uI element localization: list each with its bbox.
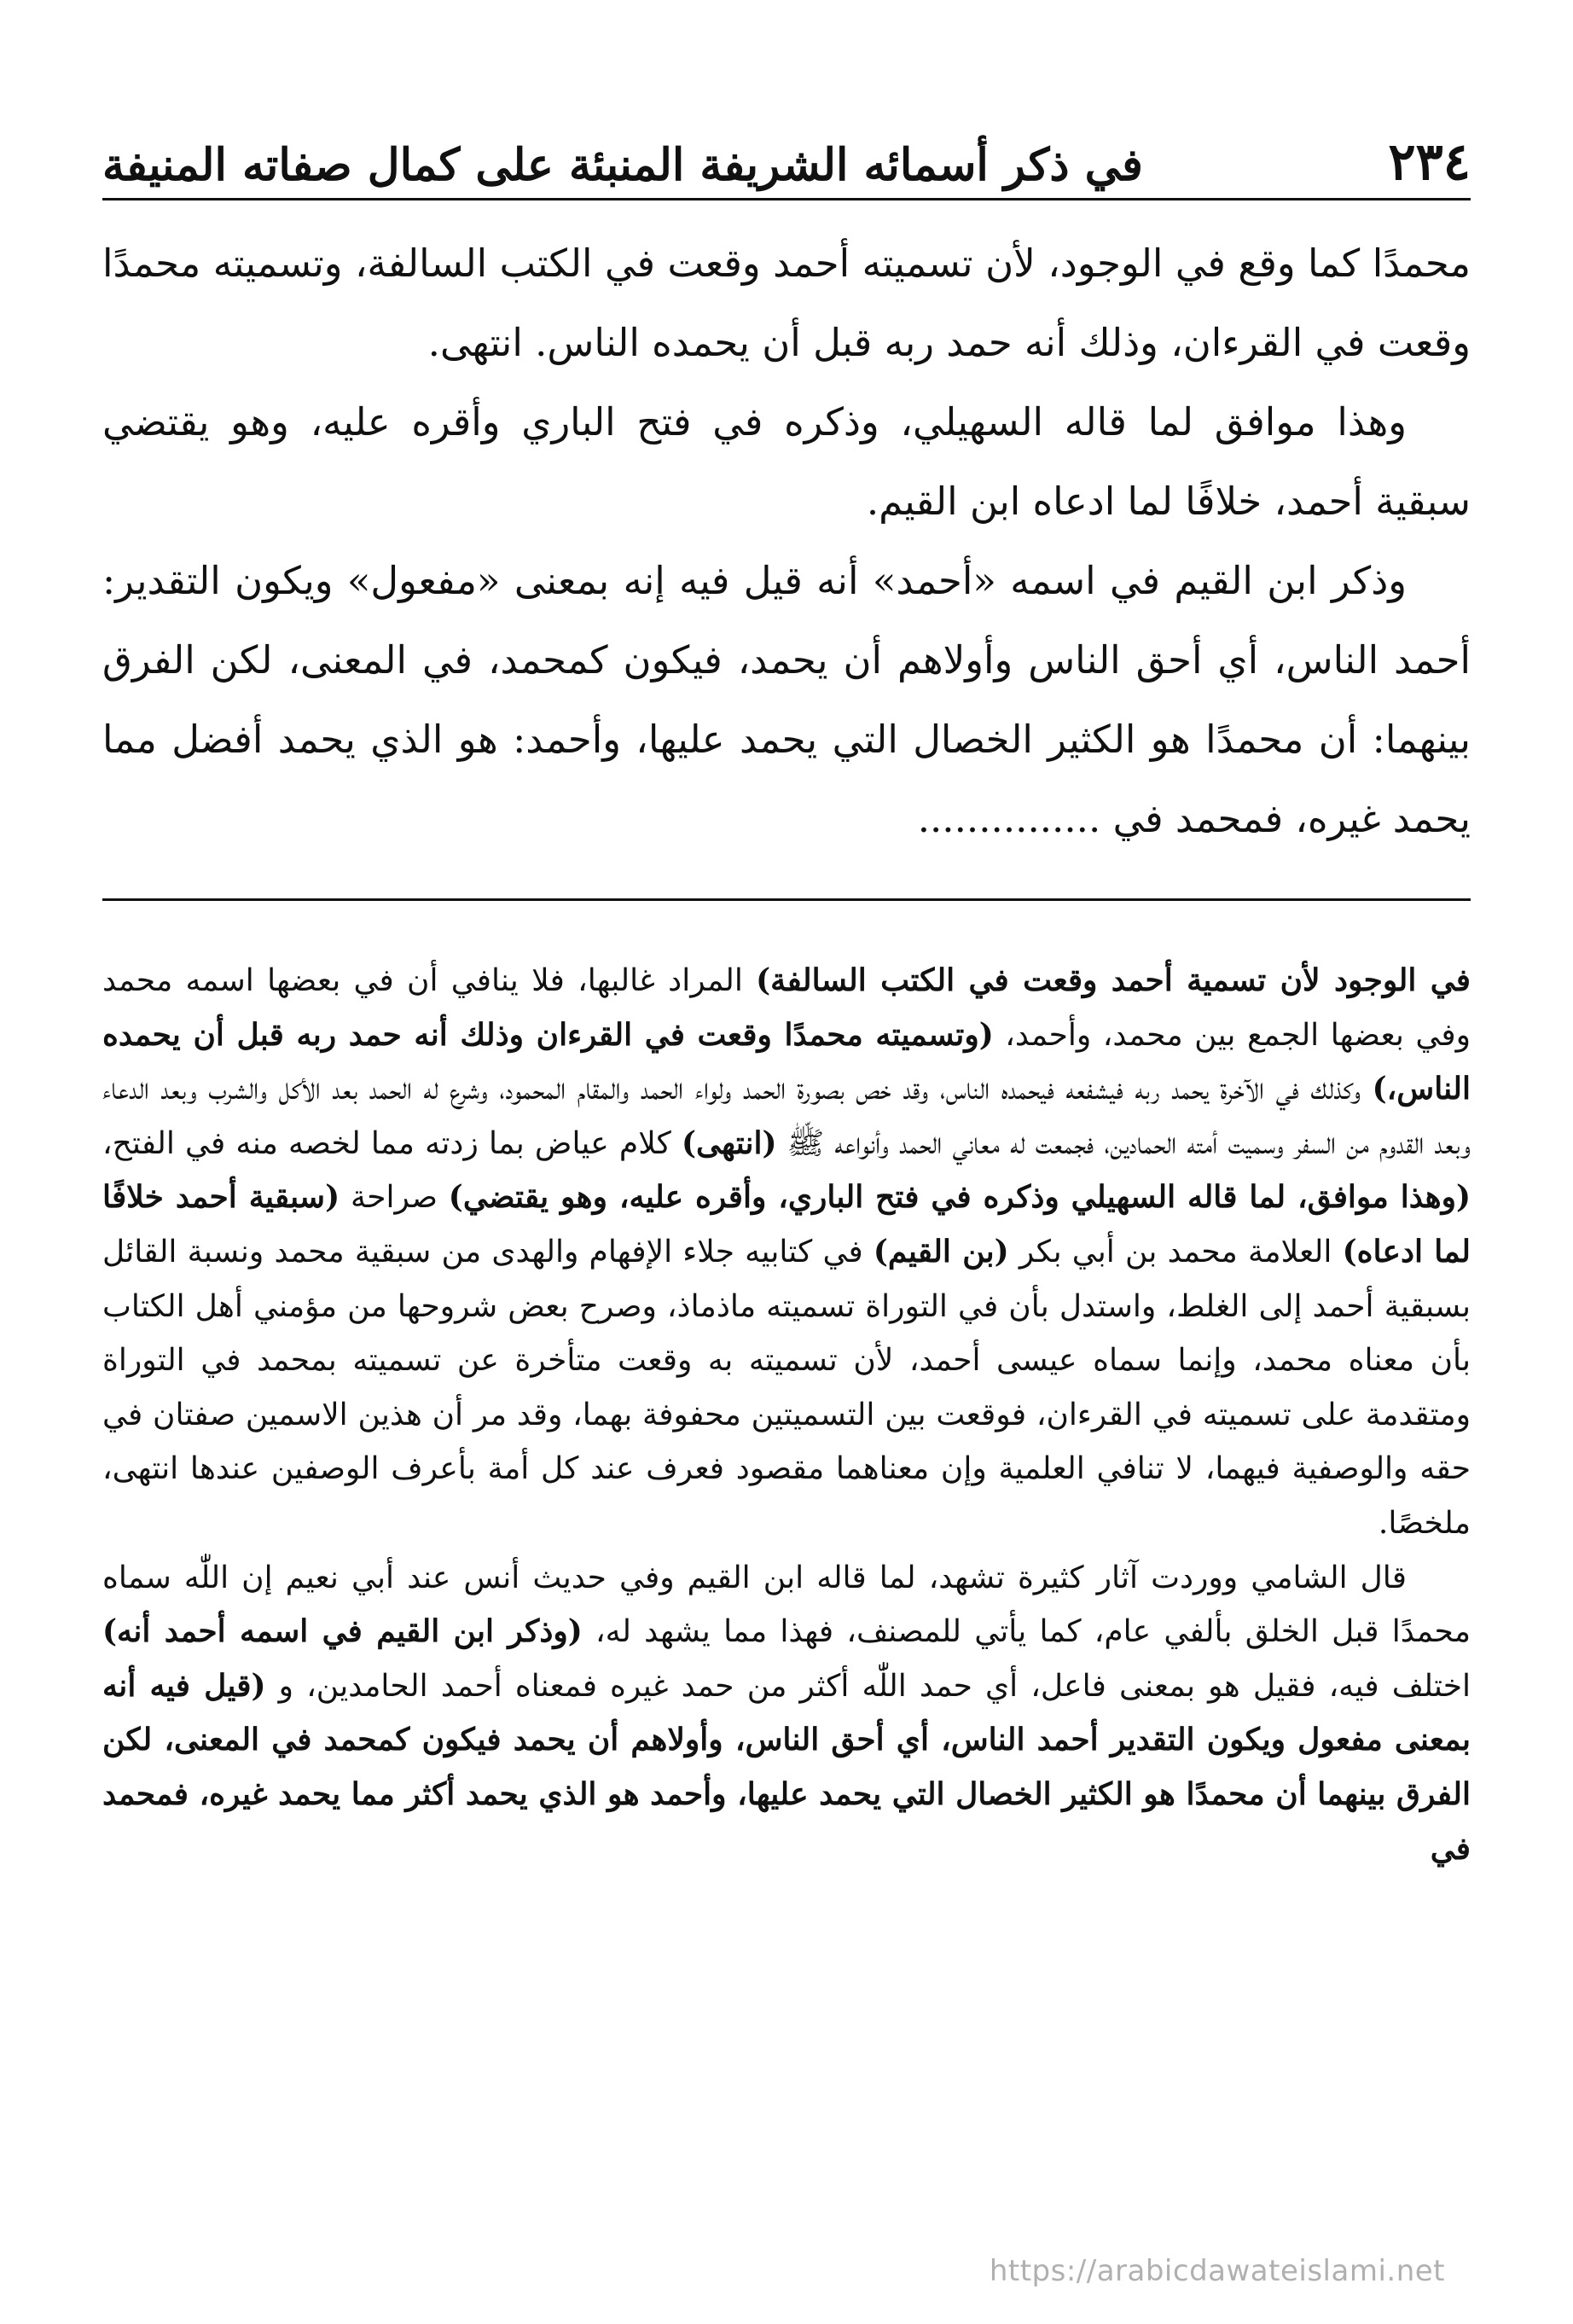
main-text-block [102,224,1471,858]
commentary-paragraph-2 [102,1551,1471,1877]
main-paragraph-3-text: وذكر ابن القيم في اسمه «أحمد» أنه قيل فيه إنه بمعنى «مفعول» ويكون التقدير: أحمد الناس، أي أحق الناس وأولاهم أن يحمد، فيكون كمحمد، في المعنى، لكن الفرق بينهما: أن محمدًا هو الكثير الخصال التي يحمد عليها، وأحمد: هو الذي يحمد أفضل مما يحمد غيره، فمحمد في [102,558,1471,841]
main-paragraph-1: محمدًا كما وقع في الوجود، لأن تسميته أحمد وقعت في الكتب السالفة، وتسميته محمدًا وقعت في القرءان، وذلك أنه حمد ربه قبل أن يحمده الناس. انتهى. [102,241,1471,365]
continuation-dots: ............... [917,796,1101,841]
header-title: في ذكر أسمائه الشريفة المنبئة على كمال صفاته المنيفة [102,139,1143,191]
commentary-paragraph-1 [102,954,1471,1551]
commentary-rule [102,898,1471,901]
commentary-text: وكذلك في الآخرة يحمد ربه فيشفعه فيحمده الناس، وقد خص بصورة الحمد ولواء الحمد والمقام المحمود، وشرع له الحمد بعد الأكل والشرب وبعد الدعاء وبعد القدوم من السفر وسميت أمته الحمادين، فجمعت له معاني الحمد وأنواعه ﷺ [102,1072,1471,1161]
main-paragraph-2: وهذا موافق لما قاله السهيلي، وذكره في فتح الباري وأقره عليه، وهو يقتضي سبقية أحمد، خلافًا لما ادعاه ابن القيم. [102,399,1471,524]
commentary-text: المراد غالبها، فلا ينافي أن في بعضها اسمه محمد وفي بعضها الجمع بين محمد، وأحمد، [102,963,1471,1053]
quoted-phrase: (سبقية أحمد خلافًا لما ادعاه) [102,1179,1471,1269]
commentary-text: اختلف فيه، فقيل هو بمعنى فاعل، أي حمد اللّٰه أكثر من حمد غيره فمعناه أحمد الحامدين، و [265,1668,1471,1704]
quoted-phrase: (وذكر ابن القيم في اسمه أحمد أنه) [102,1613,583,1650]
quoted-phrase: (انتهى) [681,1124,777,1161]
running-header [102,102,1471,192]
commentary-block [102,954,1471,1876]
commentary-text: قال الشامي ووردت آثار كثيرة تشهد، لما قاله ابن القيم وفي حديث أنس عند أبي نعيم إن اللّٰه سماه محمدًا قبل الخلق بألفي عام، كما يأتي للمصنف، فهذا مما يشهد له، [102,1560,1471,1650]
main-paragraph-3 [102,541,1471,858]
commentary-text: صراحة [340,1180,449,1216]
header-rule [102,198,1471,200]
quoted-phrase: في الوجود لأن تسمية أحمد وقعت في الكتب السالفة) [756,962,1471,998]
watermark-url: https://arabicdawateislami.net [989,2254,1445,2288]
quoted-phrase: (وتسميته محمدًا وقعت في القرءان وذلك أنه حمد ربه قبل أن يحمده الناس،) [102,1016,1471,1107]
commentary-text: العلامة محمد بن أبي بكر [1008,1234,1343,1269]
quoted-phrase: (وهذا موافق، لما قاله السهيلي وذكره في فتح الباري، وأقره عليه، وهو يقتضي) [448,1179,1471,1216]
page-number: ٢٣٤ [1388,132,1471,192]
commentary-text: كلام عياض بما زدته مما لخصه منه في الفتح، [102,1125,682,1161]
quoted-phrase: (قيل فيه أنه بمعنى مفعول ويكون التقدير أحمد الناس، أي أحق الناس، وأولاهم أن يحمد فيكون كمحمد في المعنى، لكن الفرق بينهما أن محمدًا هو الكثير الخصال التي يحمد عليها، وأحمد هو الذي يحمد أكثر مما يحمد غيره، فمحمد في [102,1667,1471,1867]
quoted-phrase: (بن القيم) [873,1233,1009,1269]
commentary-text: في كتابيه جلاء الإفهام والهدى من سبقية محمد ونسبة القائل بسبقية أحمد إلى الغلط، واستدل بأن في التوراة تسميته ماذماذ، وصرح بعض شروحها من مؤمني أهل الكتاب بأن معناه محمد، وإنما سماه عيسى أحمد، لأن تسميته به وقعت متأخرة عن تسميته بمحمد في التوراة ومتقدمة على تسميته في القرءان، فوقعت بين التسميتين محفوفة بهما، وقد مر أن هذين الاسمين صفتان في حقه والوصفية فيهما، لا تنافي العلمية وإن معناهما مقصود فعرف عند كل أمة بأعرف الوصفين عندها انتهى، ملخصًا. [102,1234,1471,1541]
